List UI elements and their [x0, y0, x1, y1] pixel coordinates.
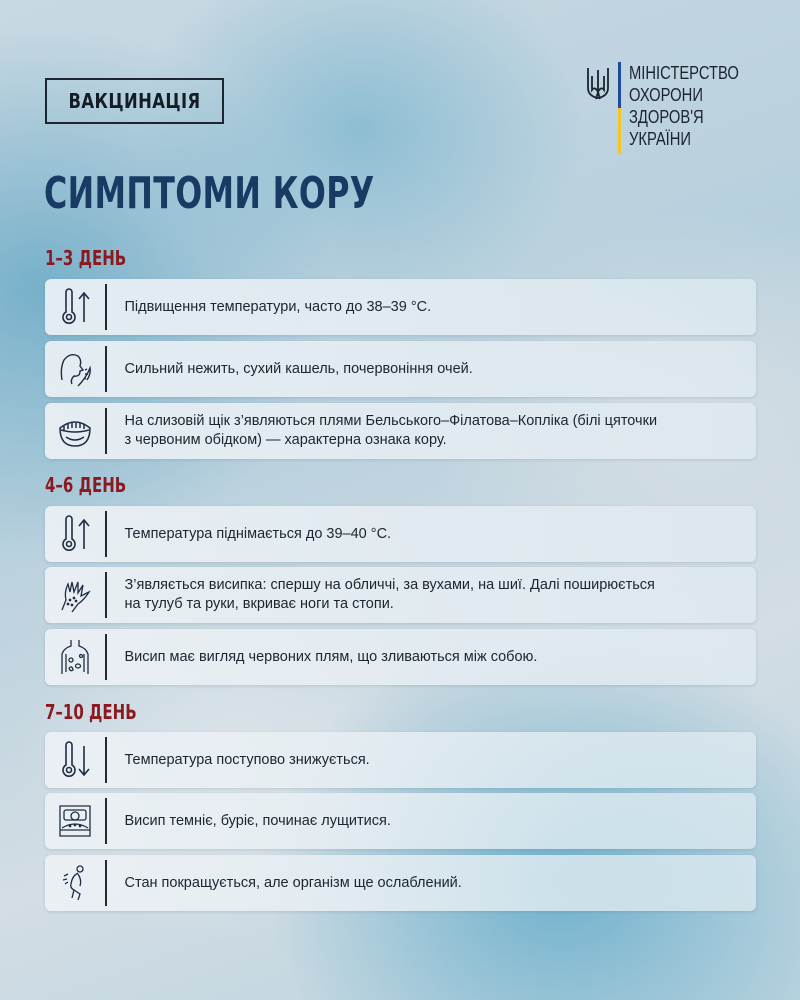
logo-line-2: ОХОРОНИ: [629, 85, 703, 105]
logo-line-4: УКРАЇНИ: [629, 129, 692, 149]
symptom-text: Висип має вигляд червоних плям, що зливаються між собою.: [124, 648, 538, 665]
hand-rash-icon: [56, 576, 94, 614]
symptom-text-line: на тулуб та руки, вкриває ноги та стопи.: [124, 596, 394, 612]
person-in-bed-icon: [56, 802, 94, 840]
symptom-card: [45, 629, 756, 685]
coughing-person-icon: [56, 350, 94, 388]
card-divider: [105, 511, 107, 557]
card-divider: [105, 284, 107, 330]
section-label-day-1-3: 1–3 ДЕНЬ: [45, 246, 127, 270]
symptom-text: Підвищення температури, часто до 38–39 °C.: [124, 298, 432, 315]
symptom-card: [45, 279, 756, 335]
card-divider: [105, 798, 107, 844]
thermometer-up-icon: [56, 515, 94, 553]
card-divider: [105, 572, 107, 618]
card-divider: [105, 346, 107, 392]
symptom-card: [45, 567, 756, 623]
body-rash-icon: [56, 638, 94, 676]
weak-person-icon: [56, 864, 94, 902]
symptom-card: [45, 341, 756, 397]
ministry-logo: [586, 62, 763, 158]
logo-flag-bar: [618, 62, 621, 154]
trident-icon: [586, 66, 610, 102]
card-divider: [105, 860, 107, 906]
symptom-text-line: з червоним обідком) — характерна ознака кору.: [124, 432, 447, 448]
section-label-day-4-6: 4–6 ДЕНЬ: [45, 473, 127, 497]
open-mouth-icon: [56, 412, 94, 450]
symptom-text: [125, 576, 655, 614]
symptom-text-line: На слизовій щік з’являються плями Бельського–Філатова–Копліка (білі цяточки: [124, 413, 658, 429]
symptom-text: Стан покращується, але організм ще ослаблений.: [124, 874, 462, 891]
symptom-card: [45, 855, 756, 911]
card-divider: [105, 737, 107, 783]
symptom-card: [45, 732, 756, 788]
symptom-text: Висип темніє, буріє, починає лущитися.: [124, 812, 391, 829]
section-label-day-7-10: 7–10 ДЕНЬ: [45, 700, 137, 724]
page-title: СИМПТОМИ КОРУ: [44, 168, 375, 219]
symptom-card: [45, 506, 756, 562]
card-divider: [105, 408, 107, 454]
category-tag-label: ВАКЦИНАЦІЯ: [68, 89, 201, 113]
thermometer-down-icon: [56, 741, 94, 779]
logo-line-1: МІНІСТЕРСТВО: [629, 63, 739, 83]
symptom-card: [45, 793, 756, 849]
logo-text: [629, 62, 763, 158]
logo-line-3: ЗДОРОВ'Я: [629, 107, 704, 127]
symptom-text-line: З’являється висипка: спершу на обличчі, за вухами, на шиї. Далі поширюється: [124, 577, 655, 593]
symptom-text: Температура поступово знижується.: [124, 751, 370, 768]
symptom-text: Температура піднімається до 39–40 °C.: [124, 525, 392, 542]
symptom-card: [45, 403, 756, 459]
thermometer-up-icon: [56, 288, 94, 326]
symptom-text: [125, 412, 658, 450]
symptom-text: Сильний нежить, сухий кашель, почервоніння очей.: [124, 360, 473, 377]
card-divider: [105, 634, 107, 680]
category-tag: [45, 78, 224, 124]
